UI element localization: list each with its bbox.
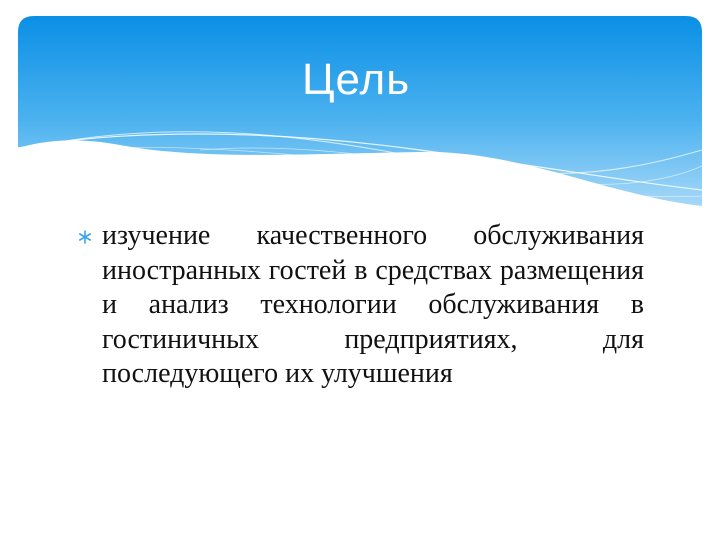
list-item — [78, 219, 644, 392]
bullet-list — [78, 219, 644, 392]
blue-header-shape — [18, 16, 702, 206]
asterisk-bullet-icon — [78, 230, 92, 244]
slide-title: Цель — [302, 55, 411, 104]
bullet-text: изучение качественного обслуживания иностранных гостей в средствах размещения и анализ технологии обслуживания в гостиничных предприятиях, для последующего их улучшения — [102, 220, 644, 389]
